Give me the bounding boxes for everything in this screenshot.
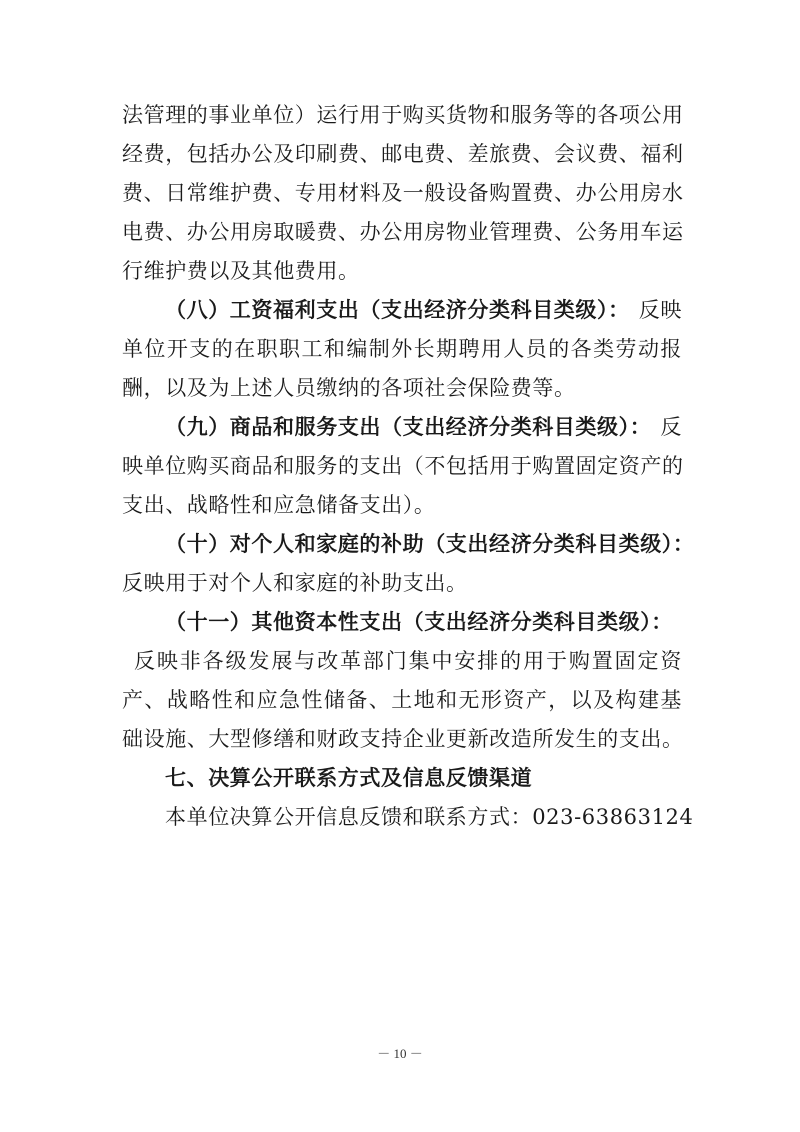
section-9-text-start: 反: [660, 415, 682, 439]
section-8-first-line: [165, 295, 682, 325]
section-8-line: 单位开支的在职职工和编制外长期聘用人员的各类劳动报: [122, 337, 682, 361]
section-8-line: 酬，以及为上述人员缴纳的各项社会保险费等。: [122, 376, 576, 400]
page-number: － 10 －: [377, 1046, 423, 1061]
section-11-line: 反映非各级发展与改革部门集中安排的用于购置固定资: [134, 649, 682, 673]
section-11-line: 础设施、大型修缮和财政支持企业更新改造所发生的支出。: [122, 727, 684, 751]
section-11-line: 产、战略性和应急性储备、土地和无形资产，以及构建基: [122, 688, 682, 712]
section-10-line: 反映用于对个人和家庭的补助支出。: [122, 571, 468, 595]
section-10-title: （十）对个人和家庭的补助（支出经济分类科目类级）：: [165, 531, 695, 556]
contact-info: 本单位决算公开信息反馈和联系方式：023-63863124: [165, 805, 694, 829]
section-9-first-line: [165, 412, 682, 442]
section-9-title: （九）商品和服务支出（支出经济分类科目类级）：: [165, 414, 652, 439]
section-11-title: （十一）其他资本性支出（支出经济分类科目类级）：: [165, 609, 673, 634]
section-9-line: 映单位购买商品和服务的支出（不包括用于购置固定资产的: [122, 454, 684, 478]
paragraph-line: 行维护费以及其他费用。: [122, 259, 360, 283]
section-9-line: 支出、战略性和应急储备支出）。: [122, 493, 436, 517]
paragraph-line: 法管理的事业单位）运行用于购买货物和服务等的各项公用: [122, 103, 684, 127]
paragraph-line: 经费，包括办公及印刷费、邮电费、差旅费、会议费、福利: [122, 142, 684, 166]
paragraph-line: 费、日常维护费、专用材料及一般设备购置费、办公用房水: [122, 181, 684, 205]
section-8-text-start: 反映: [638, 298, 682, 322]
section-8-title: （八）工资福利支出（支出经济分类科目类级）：: [165, 297, 630, 322]
paragraph-line: 电费、办公用房取暖费、办公用房物业管理费、公务用车运: [122, 220, 684, 244]
section-7-heading: 七、决算公开联系方式及信息反馈渠道: [165, 766, 533, 790]
